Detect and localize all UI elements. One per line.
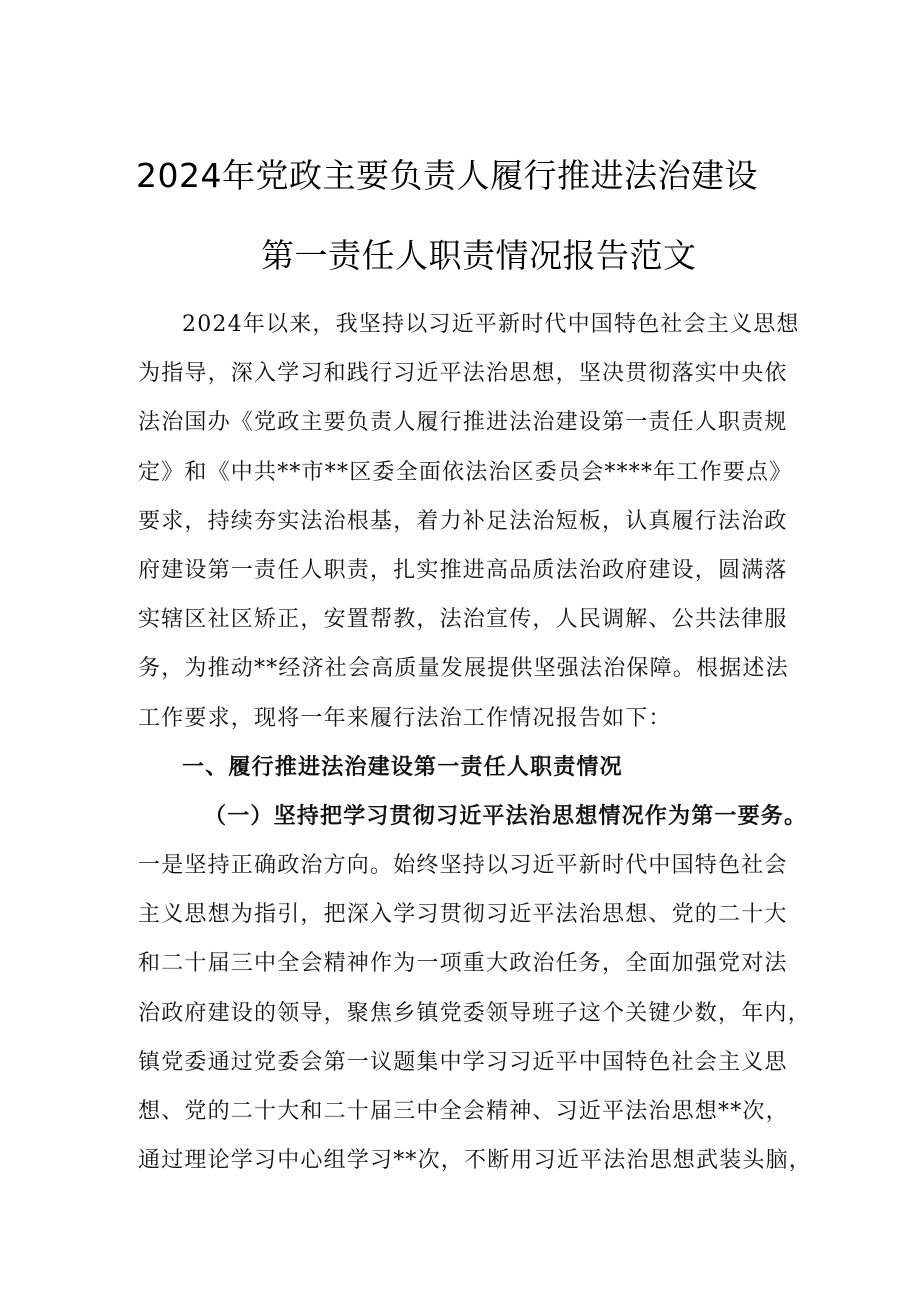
paragraph-line: 工作要求，现将一年来履行法治工作情况报告如下： [138,705,672,731]
paragraph-line: 镇党委通过党委会第一议题集中学习习近平中国特色社会主义思 [138,1049,788,1075]
paragraph-line: 实辖区社区矫正，安置帮教，法治宣传，人民调解、公共法律服 [138,607,788,633]
document-title-line-2: 第一责任人职责情况报告范文 [261,236,697,275]
paragraph-line: 2024年以来，我坚持以习近平新时代中国特色社会主义思想 [182,312,800,337]
paragraph-line: 主义思想为指引，把深入学习贯彻习近平法治思想、党的二十大 [138,902,788,928]
paragraph-line: 一是坚持正确政治方向。始终坚持以习近平新时代中国特色社会 [138,853,788,879]
paragraph-line: 府建设第一责任人职责，扎实推进高品质法治政府建设，圆满落 [138,557,788,583]
paragraph-line: 和二十届三中全会精神作为一项重大政治任务，全面加强党对法 [138,951,788,977]
paragraph-line: 想、党的二十大和二十届三中全会精神、习近平法治思想**次， [138,1099,789,1124]
subsection-heading: （一）坚持把学习贯彻习近平法治思想情况作为第一要务。 [204,803,808,829]
paragraph-line: 治政府建设的领导，聚焦乡镇党委领导班子这个关键少数，年内， [138,1000,811,1026]
section-heading: 一、履行推进法治建设第一责任人职责情况 [182,754,623,780]
paragraph-line: 要求，持续夯实法治根基，着力补足法治短板，认真履行法治政 [138,508,788,534]
paragraph-line: 法治国办《党政主要负责人履行推进法治建设第一责任人职责规 [138,410,788,436]
document-body [138,300,813,1185]
document-title-line-1: 2024年党政主要负责人履行推进法治建设 [136,156,758,195]
paragraph-line: 定》和《中共**市**区委全面依法治区委员会****年工作要点》 [138,459,793,485]
paragraph-line: 务，为推动**经济社会高质量发展提供坚强法治保障。根据述法 [138,656,789,682]
paragraph-line: 为指导，深入学习和践行习近平法治思想，坚决贯彻落实中央依 [138,361,788,387]
paragraph-line: 通过理论学习中心组学习**次，不断用习近平法治思想武装头脑， [138,1148,813,1174]
